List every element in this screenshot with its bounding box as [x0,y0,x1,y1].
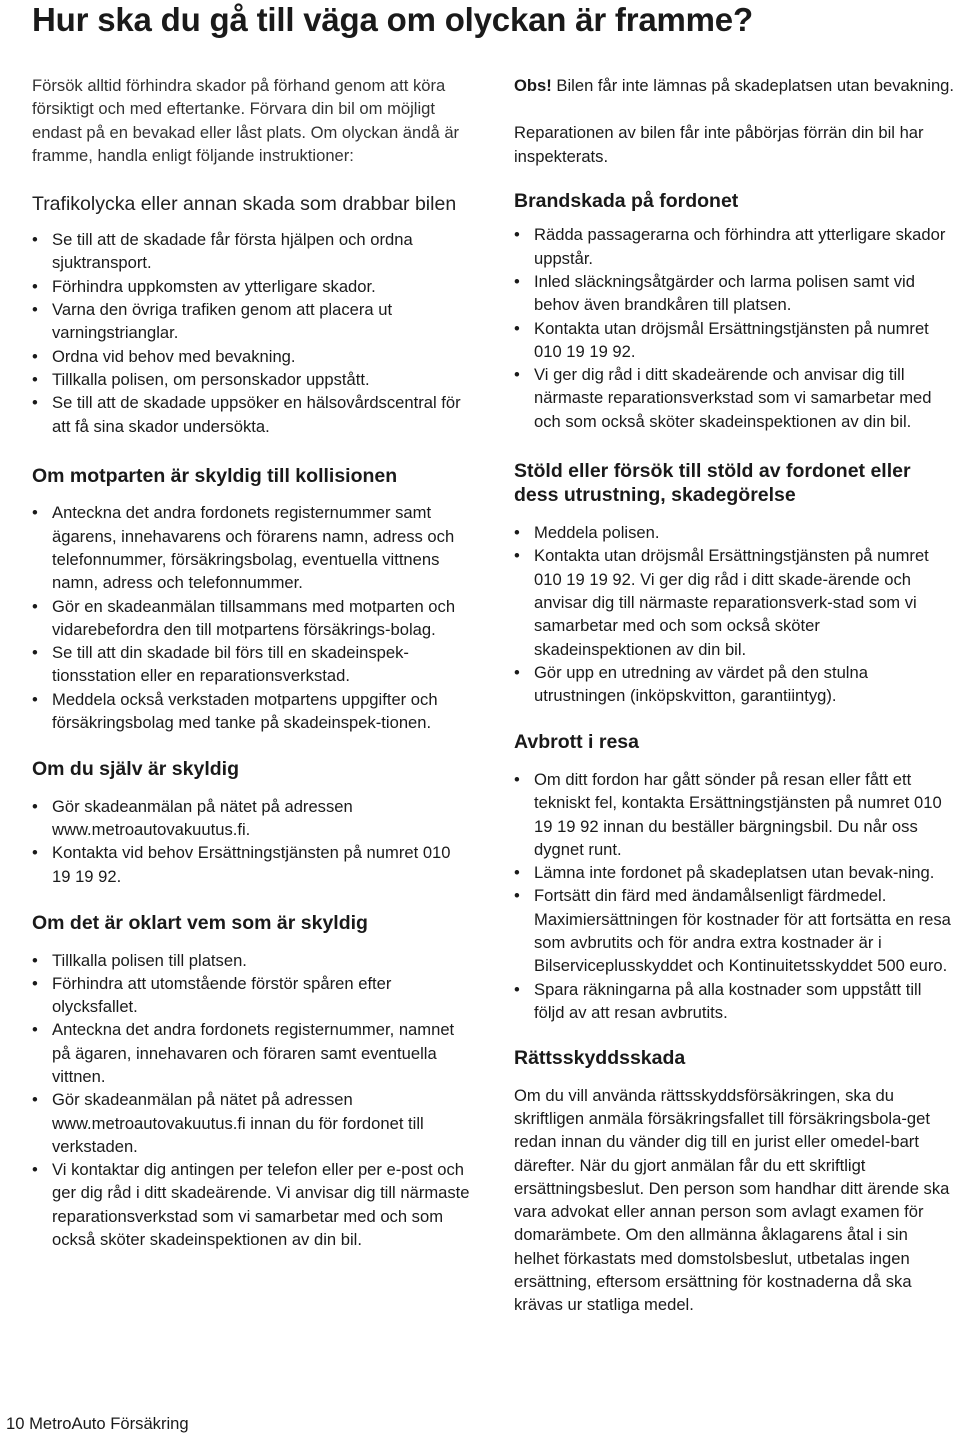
list-fire-damage [514,223,954,433]
list-item: • Se till att de skadade uppsöker en hälsovårdscentral för att få sina skador undersökta. [32,391,472,438]
list-item: • Vi ger dig råd i ditt skadeärende och anvisar dig till närmaste reparationsverkstad som vi samarbetar med och som också sköter skadeinspektionen av din bil. [514,363,954,433]
section-heading-legal-protection: Rättsskyddsskada [514,1047,686,1070]
list-item: • Inled släckningsåtgärder och larma polisen samt vid behov även brandkåren till platsen. [514,270,954,317]
section-heading-counterpart-guilty: Om motparten är skyldig till kollisionen [32,464,398,487]
list-item: • Förhindra uppkomsten av ytterligare skador. [32,275,472,298]
list-traffic-accident [32,228,472,438]
intro-paragraph: Försök alltid förhindra skador på förhand genom att köra försiktigt och med eftertanke. Förvara din bil om möjligt endast på en bevakad eller låst plats. Om olyckan ändå är framme, handla enligt följande instruktioner: [32,76,460,165]
repair-note: Reparationen av bilen får inte påbörjas förrän din bil har inspekterats. [514,123,924,166]
list-unclear-guilt [32,949,472,1252]
list-item: • Meddela polisen. [514,521,954,544]
section-heading-traffic-accident: Trafikolycka eller annan skada som drabbar bilen [32,193,457,216]
legal-protection-paragraph: Om du vill använda rättsskyddsförsäkringen, ska du skriftligen anmäla försäkringsfallet till försäkringsbola-get redan innan du vänder dig till en jurist eller omedel-bart därefter. När du gjort anmälan får du ett skriftligt ersättningsbeslut. Den person som handhar ditt ärende ska vara advokat eller annan person som avlagt examen för domarämbete. Om den allmänna åklagarens åtal i sin helhet förkastats med domstolsbeslut, utbetalas ingen ersättning, eftersom ersättning för kostnaderna då ska krävas ur statliga medel. [514,1085,950,1315]
list-item: • Meddela också verkstaden motpartens uppgifter och försäkringsbolag med tanke på skadeinspek-tionen. [32,688,472,735]
page-number: 10 [6,1414,25,1433]
list-item: • Lämna inte fordonet på skadeplatsen utan bevak-ning. [514,861,954,884]
list-item: • Gör upp en utredning av värdet på den stulna utrustningen (inköpskvitton, garantiintyg). [514,661,954,708]
list-item: • Gör skadeanmälan på nätet på adressen www.metroautovakuutus.fi. [32,795,472,842]
list-item: • Tillkalla polisen, om personskador uppstått. [32,368,472,391]
list-item: • Se till att de skadade får första hjälpen och ordna sjuktransport. [32,228,472,275]
list-counterpart-guilty [32,501,472,734]
page-footer [6,1414,189,1434]
obs-note [514,74,954,97]
list-item: • Anteckna det andra fordonets registernummer, namnet på ägaren, innehavaren och föraren samt eventuella vittnen. [32,1018,472,1088]
list-item: • Vi kontaktar dig antingen per telefon eller per e-post och ger dig råd i ditt skadeärende. Vi anvisar dig till närmaste reparationsverkstad som vi samarbetar med och som också sköter skadeinspektionen av din bil. [32,1158,472,1251]
list-theft [514,521,954,707]
section-heading-unclear-guilt: Om det är oklart vem som är skyldig [32,912,368,935]
section-heading-self-guilty: Om du själv är skyldig [32,758,239,781]
list-item: • Gör en skadeanmälan tillsammans med motparten och vidarebefordra den till motpartens försäkrings-bolag. [32,595,472,642]
list-item: • Gör skadeanmälan på nätet på adressen www.metroautovakuutus.fi innan du för fordonet till verkstaden. [32,1088,472,1158]
section-heading-trip-interruption: Avbrott i resa [514,731,639,754]
list-item: • Om ditt fordon har gått sönder på resan eller fått ett tekniskt fel, kontakta Ersättningstjänsten på numret 010 19 19 92 innan du beställer bärgningsbil. Du når oss dygnet runt. [514,768,954,861]
right-column [514,74,954,1317]
obs-label: Obs! [514,76,552,95]
list-item: • Kontakta utan dröjsmål Ersättningstjänsten på numret 010 19 19 92. [514,317,954,364]
left-column [32,74,472,1251]
list-item: • Ordna vid behov med bevakning. [32,345,472,368]
list-self-guilty [32,795,472,888]
list-item: • Varna den övriga trafiken genom att placera ut varningstrianglar. [32,298,472,345]
list-item: • Tillkalla polisen till platsen. [32,949,472,972]
list-item: • Se till att din skadade bil förs till en skadeinspek-tionsstation eller en reparationsverkstad. [32,641,472,688]
list-item: • Kontakta vid behov Ersättningstjänsten på numret 010 19 19 92. [32,841,472,888]
obs-text: Bilen får inte lämnas på skadeplatsen utan bevakning. [551,76,955,95]
list-item: • Spara räkningarna på alla kostnader som uppstått till följd av att resan avbrutits. [514,978,954,1025]
footer-brand: MetroAuto Försäkring [29,1414,189,1433]
page-title: Hur ska du gå till väga om olyckan är framme? [32,1,753,38]
list-item: • Fortsätt din färd med ändamålsenligt färdmedel. Maximiersättningen för kostnader för att fortsätta en resa som avbrutits och för andra extra kostnader är i Bilserviceplusskyddet och Kontinuitetsskyddet 500 euro. [514,884,954,977]
list-item: • Kontakta utan dröjsmål Ersättningstjänsten på numret 010 19 19 92. Vi ger dig råd i ditt skade-ärende och anvisar dig till närmaste reparationsverk-stad som vi samarbetar med och som också sköter skadeinspektionen av din bil. [514,544,954,660]
section-heading-fire-damage: Brandskada på fordonet [514,189,739,212]
list-trip-interruption [514,768,954,1024]
list-item: • Förhindra att utomstående förstör spåren efter olycksfallet. [32,972,472,1019]
list-item: • Anteckna det andra fordonets registernummer samt ägarens, innehavarens och förarens namn, adress och telefonnummer, försäkringsbolag, eventuella vittnens namn, adress och telefonnummer. [32,501,472,594]
list-item: • Rädda passagerarna och förhindra att ytterligare skador uppstår. [514,223,954,270]
section-heading-theft: Stöld eller försök till stöld av fordonet eller dess utrustning, skadegörelse [514,460,911,506]
